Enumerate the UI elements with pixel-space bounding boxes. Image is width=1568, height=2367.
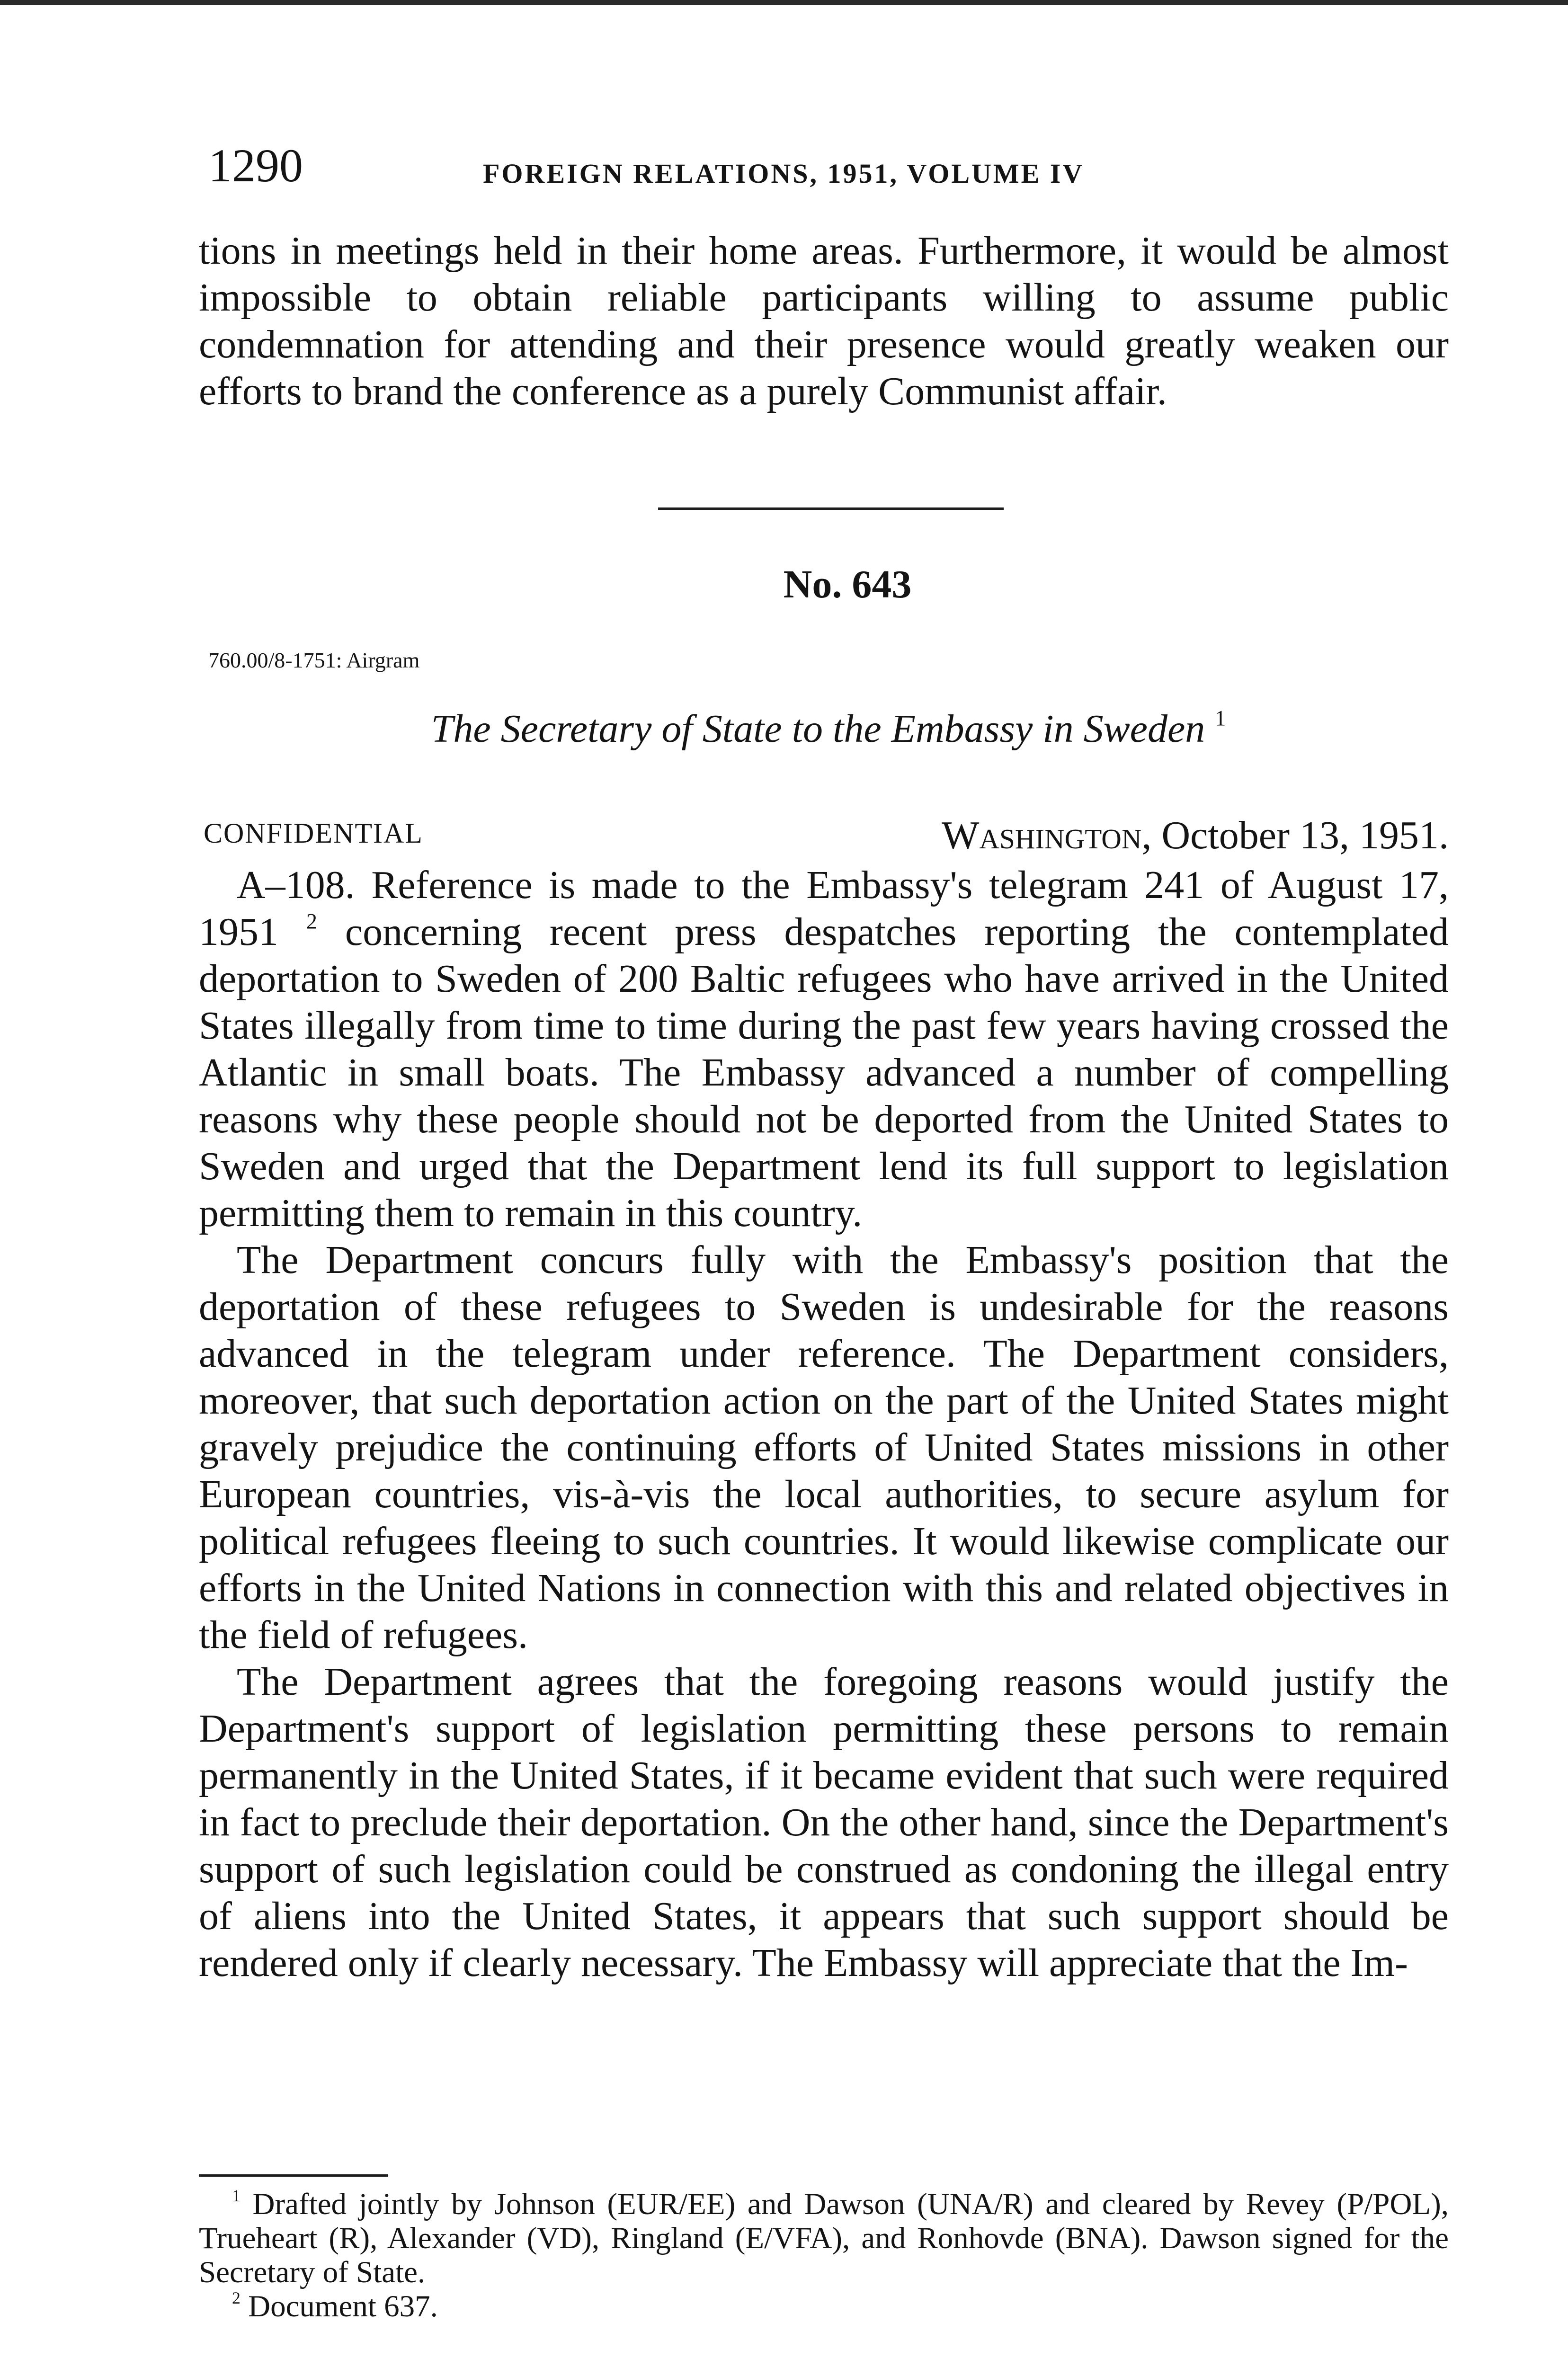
footnote-1-marker: 1 (232, 2186, 241, 2206)
footnote-2-text: Document 637. (248, 2289, 438, 2323)
dateline-place: Washington, (942, 813, 1152, 857)
paragraph-1 (199, 862, 1449, 1237)
document-title-text: The Secretary of State to the Embassy in Sweden (431, 707, 1205, 751)
carry-over-text (199, 227, 1449, 483)
footnote-rule (199, 2174, 388, 2177)
carry-over-paragraph: tions in meetings held in their home areas. Furthermore, it would be almost impossible to obtain reliable participants willing to assume public condemnation for attending and their presence would greatly weaken our efforts to brand the conference as a purely Communist affair. (199, 229, 1449, 413)
section-divider (658, 507, 1004, 510)
classification-label: CONFIDENTIAL (204, 818, 423, 849)
running-head: FOREIGN RELATIONS, 1951, VOLUME IV (483, 158, 1085, 189)
document-title (208, 705, 1449, 753)
footnote-2-marker: 2 (232, 2288, 241, 2308)
paragraph-1-rest: concerning recent press despatches reporting the contemplated deportation to Sweden of 200 Baltic refugees who have arrived in the United States illegally from time to time during the past few years having crossed the Atlantic in small boats. The Embassy advanced a number of compelling reasons why these people should not be deported from the United States to Sweden and urged that the Department lend its full support to legislation permitting them to remain in this country. (199, 910, 1449, 1235)
title-footnote-marker: 1 (1215, 706, 1226, 730)
dateline (862, 812, 1449, 859)
paragraph-1-lead: A–108. Reference is made to the Embassy's telegram 241 of August 17, 1951 (199, 863, 1449, 954)
scan-top-edge (0, 0, 1568, 5)
footnote-ref-2: 2 (306, 909, 317, 934)
file-reference: 760.00/8-1751: Airgram (208, 648, 420, 672)
page-header (208, 137, 1463, 208)
message-body (199, 862, 1449, 2149)
page-number: 1290 (208, 139, 303, 192)
footnote-1-text: Drafted jointly by Johnson (EUR/EE) and Dawson (UNA/R) and cleared by Revey (P/POL), Trueheart (R), Alexander (VD), Ringland (E/VFA), and Ronhovde (BNA). Dawson signed for the Secretary of State. (199, 2187, 1449, 2289)
footnote-1 (199, 2187, 1449, 2289)
paragraph-2: The Department concurs fully with the Embassy's position that the deportation of these refugees to Sweden is undesirable for the reasons advanced in the telegram under reference. The Department considers, moreover, that such deportation action on the part of the United States might gravely prejudice the continuing efforts of United States missions in other European countries, vis-à-vis the local authorities, to secure asylum for political refugees fleeing to such countries. It would likewise complicate our efforts in the United Nations in connection with this and related objectives in the field of refugees. (199, 1238, 1449, 1657)
footnote-2 (199, 2289, 1449, 2323)
paragraph-3: The Department agrees that the foregoing reasons would justify the Department's support of legislation permitting these persons to remain permanently in the United States, if it became evident that such were required in fact to preclude their deportation. On the other hand, since the Department's support of such legislation could be construed as condoning the illegal entry of aliens into the United States, it appears that such support should be rendered only if clearly necessary. The Embassy will appreciate that the Im- (199, 1660, 1449, 1985)
dateline-date: October 13, 1951. (1161, 813, 1449, 857)
document-number: No. 643 (783, 562, 912, 606)
footnotes (199, 2187, 1449, 2323)
